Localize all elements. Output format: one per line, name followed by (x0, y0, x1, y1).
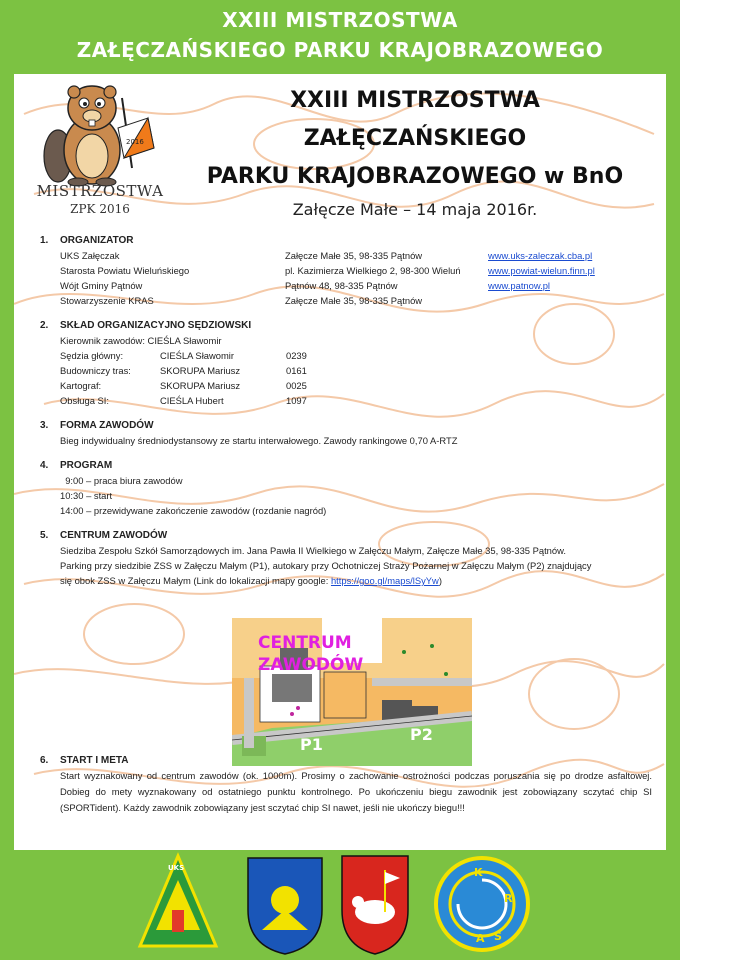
organizer-list (40, 248, 652, 308)
top-banner (0, 0, 680, 74)
organizer-row: Wójt Gminy Pątnów Pątnów 48, 98-335 Pątnów www.patnow.pl (60, 280, 551, 291)
mascot-caption (30, 182, 170, 216)
right-frame (666, 74, 680, 850)
organizer-row: Stowarzyszenie KRAS Załęcze Małe 35, 98-335 Pątnów (60, 295, 423, 306)
staff-row: Obsługa SI: CIEŚLA Hubert 1097 (60, 395, 307, 406)
heading-line1: XXIII MISTRZOSTWA (290, 88, 540, 113)
beaver-mascot-illustration (30, 78, 170, 188)
map-label-centrum: CENTRUM (258, 633, 352, 653)
patnow-coat-of-arms (248, 858, 322, 954)
organizer-row: Starosta Powiatu Wieluńskiego pl. Kazimierza Wielkiego 2, 98-300 Wieluń www.powiat-wielun.finn.pl (60, 265, 595, 276)
staff-list (40, 333, 652, 408)
start-text: Start wyznakowany od centrum zawodów (ok. 1000m). Prosimy o zachowanie ostrożności podczas poruszania się po drodze asfaltowej. Dobieg do mety wyznakowany od ostatniego punktu kontrolnego. Po ukończeniu biegu zawodnik jest zobowiązany sczytać chip SI (SPORTident). Każdy zawodnik zobowiązany jest sczytać chip SI nawet, jeśli nie ukończy biegu!!! (60, 770, 652, 813)
map-label-p1: P1 (300, 735, 323, 754)
uks-logo-label: UKS (168, 864, 185, 872)
organizer-link-powiat[interactable]: www.powiat-wielun.finn.pl (488, 265, 595, 276)
mascot-caption-line2: ZPK 2016 (70, 202, 130, 216)
kras-logo (436, 858, 528, 950)
organizer-link-uks[interactable]: www.uks-zaleczak.cba.pl (488, 250, 593, 261)
program-item: 9:00 – praca biura zawodów (60, 475, 183, 486)
section-center-title: 5. CENTRUM ZAWODÓW (40, 530, 168, 541)
mascot-caption-line1: MISTRZOSTWA (36, 182, 164, 200)
section-start-title: 6. START I META (40, 755, 129, 766)
right-margin (680, 0, 742, 960)
competition-center-map (232, 618, 472, 766)
form-text: Bieg indywidualny średniodystansowy ze startu interwałowego. Zawody rankingowe 0,70 A-RTZ (60, 435, 458, 446)
kras-letter-s: S (494, 930, 502, 943)
kras-letter-a: A (476, 932, 485, 945)
staff-row: Kartograf: SKORUPA Mariusz 0025 (60, 380, 307, 391)
main-heading (170, 82, 660, 219)
flag-year: 2016 (126, 138, 144, 146)
kras-letter-r: R (504, 892, 513, 905)
uks-zaleczak-logo (140, 856, 216, 946)
organizer-link-patnow[interactable]: www.patnow.pl (488, 280, 551, 291)
staff-row: Budowniczy tras: SKORUPA Mariusz 0161 (60, 365, 307, 376)
banner-line2: ZAŁĘCZAŃSKIEGO PARKU KRAJOBRAZOWEGO (76, 38, 604, 62)
program-item: 14:00 – przewidywane zakończenie zawodów (rozdanie nagród) (60, 505, 327, 516)
program-list (40, 473, 652, 518)
kras-letter-k: K (474, 866, 483, 879)
center-text: Siedziba Zespołu Szkół Samorządowych im. Jana Pawła II Wielkiego w Załęczu Małym, Załęcze Małe 35, 98-335 Pątnów. Parking przy siedzibie ZSS w Załęczu Małym (P1), autokary przy Ochotniczej Straży Pożarnej w Załęczu Małym (P2) znajdujący się obok ZSS w Załęczu Małym (Link do lokalizacji mapy google: https://goo.gl/maps/lSyYw) (60, 545, 592, 586)
left-frame (0, 74, 14, 850)
organizer-row: UKS Załęczak Załęcze Małe 35, 98-335 Pątnów www.uks-zaleczak.cba.pl (60, 250, 593, 261)
event-date: Załęcze Małe – 14 maja 2016r. (292, 200, 538, 219)
staff-row: Sędzia główny: CIEŚLA Sławomir 0239 (60, 350, 307, 361)
section-form-title: 3. FORMA ZAWODÓW (40, 420, 154, 431)
section-program-title: 4. PROGRAM (40, 460, 113, 471)
map-label-p2: P2 (410, 725, 433, 744)
sponsor-logos (0, 850, 680, 960)
heading-line3: PARKU KRAJOBRAZOWEGO w BnO (206, 164, 624, 189)
google-maps-link[interactable]: https://goo.gl/maps/lSyYw (330, 575, 439, 586)
section-staff-title: 2. SKŁAD ORGANIZACYJNO SĘDZIOWSKI (40, 320, 252, 331)
heading-line2: ZAŁĘCZAŃSKIEGO (303, 126, 527, 151)
map-label-zawodow: ZAWODÓW (258, 655, 364, 675)
section-organizer-title: 1. ORGANIZATOR (40, 235, 134, 246)
staff-head-row: Kierownik zawodów: CIEŚLA Sławomir (60, 335, 222, 346)
wielun-coat-of-arms (342, 856, 408, 954)
banner-line1: XXIII MISTRZOSTWA (222, 8, 458, 32)
program-item: 10:30 – start (60, 490, 113, 501)
